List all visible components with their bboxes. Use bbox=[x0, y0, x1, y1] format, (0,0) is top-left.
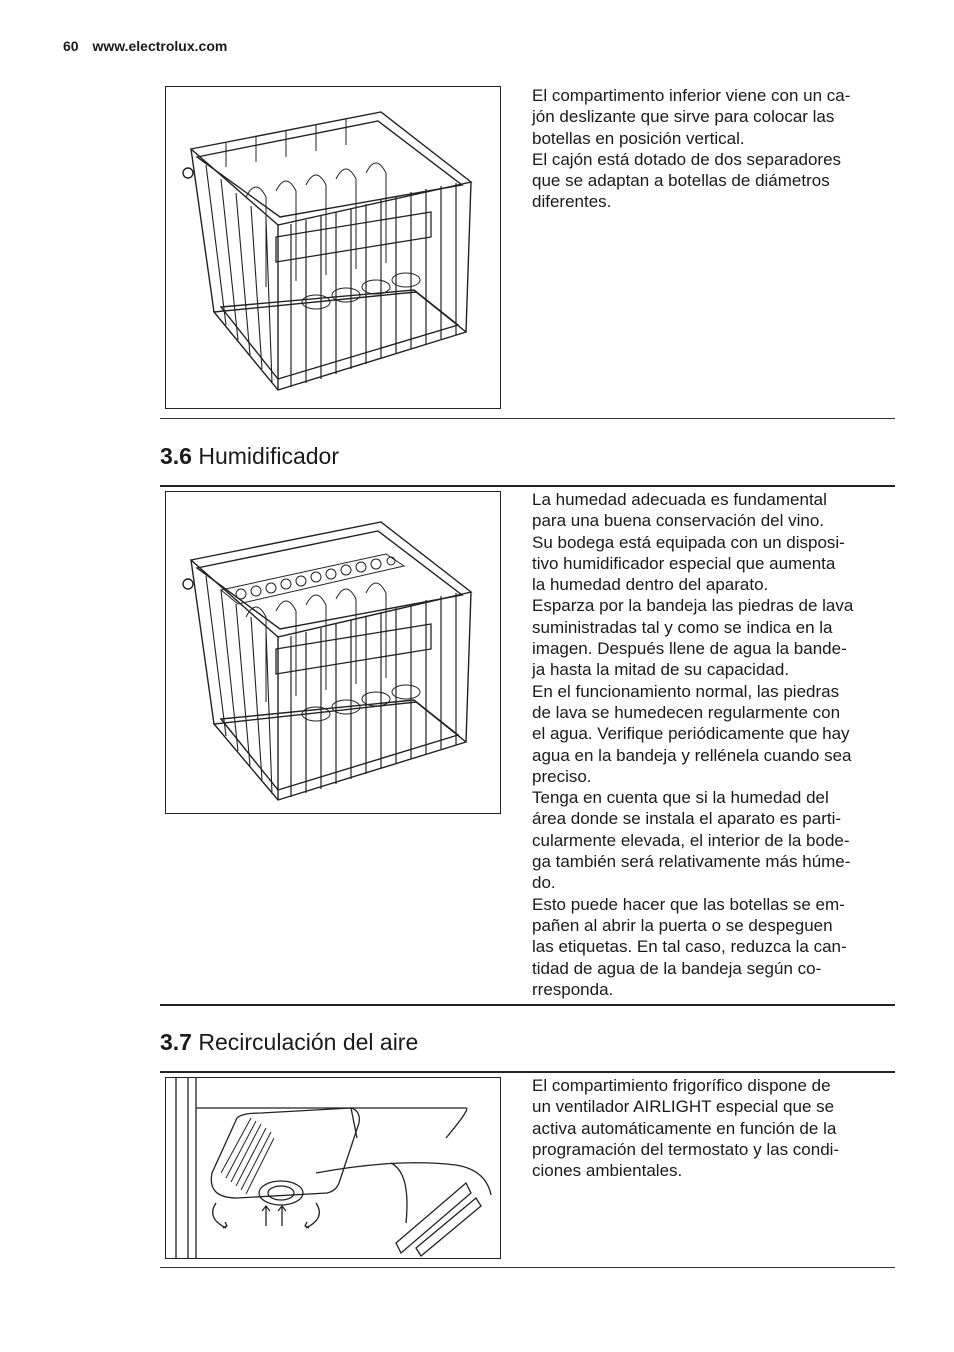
text-line: preciso. bbox=[532, 766, 592, 786]
text-line: cularmente elevada, el interior de la bode- bbox=[532, 830, 850, 850]
basket-figure bbox=[165, 86, 501, 409]
page-number: 60 bbox=[63, 38, 79, 54]
section-heading-humidifier bbox=[160, 443, 339, 470]
text-line: el agua. Verifique periódicamente que hay bbox=[532, 724, 850, 744]
section-number: 3.6 bbox=[160, 443, 192, 469]
text-line: botellas en posición vertical. bbox=[532, 128, 745, 148]
text-line: Su bodega está equipada con un disposi- bbox=[532, 532, 845, 552]
section-number: 3.7 bbox=[160, 1029, 192, 1055]
air-recirculation-description bbox=[532, 1075, 892, 1181]
humidifier-description bbox=[532, 489, 892, 1000]
divider-rule bbox=[160, 1267, 895, 1268]
text-line: ga también será relativamente más húme- bbox=[532, 852, 851, 872]
wire-basket-illustration bbox=[166, 87, 500, 408]
text-line: rresponda. bbox=[532, 979, 614, 999]
text-line: las etiquetas. En tal caso, reduzca la can- bbox=[532, 937, 847, 957]
text-line: ja hasta la mitad de su capacidad. bbox=[532, 660, 790, 680]
humidifier-figure bbox=[165, 491, 501, 814]
text-line: diferentes. bbox=[532, 192, 612, 212]
drawer-description bbox=[532, 85, 892, 213]
page-header bbox=[63, 38, 227, 54]
fan-unit-illustration bbox=[166, 1078, 500, 1258]
text-line: de lava se humedecen regularmente con bbox=[532, 702, 841, 722]
fan-figure bbox=[165, 1077, 501, 1259]
divider-rule bbox=[160, 485, 895, 487]
text-line: programación del termostato y las condi- bbox=[532, 1139, 840, 1159]
text-line: El cajón está dotado de dos separadores bbox=[532, 149, 842, 169]
text-line: imagen. Después llene de agua la bande- bbox=[532, 639, 847, 659]
site-url: www.electrolux.com bbox=[92, 38, 228, 54]
text-line: do. bbox=[532, 873, 556, 893]
text-line: tidad de agua de la bandeja según co- bbox=[532, 958, 822, 978]
text-line: tivo humidificador especial que aumenta bbox=[532, 553, 836, 573]
text-line: El compartimento inferior viene con un ca- bbox=[532, 86, 851, 105]
text-line: activa automáticamente en función de la bbox=[532, 1118, 837, 1138]
text-line: El compartimiento frigorífico dispone de bbox=[532, 1076, 831, 1095]
section-title: Recirculación del aire bbox=[198, 1029, 419, 1055]
text-line: agua en la bandeja y rellénela cuando sea bbox=[532, 745, 852, 765]
text-line: ciones ambientales. bbox=[532, 1161, 683, 1181]
text-line: que se adaptan a botellas de diámetros bbox=[532, 171, 830, 191]
divider-rule bbox=[160, 1004, 895, 1006]
text-line: área donde se instala el aparato es parti- bbox=[532, 809, 842, 829]
text-line: jón deslizante que sirve para colocar las bbox=[532, 107, 835, 127]
text-line: En el funcionamiento normal, las piedras bbox=[532, 681, 840, 701]
text-line: La humedad adecuada es fundamental bbox=[532, 490, 827, 509]
text-line: la humedad dentro del aparato. bbox=[532, 575, 769, 595]
section-heading-air-recirculation bbox=[160, 1029, 418, 1056]
text-line: pañen al abrir la puerta o se despeguen bbox=[532, 915, 833, 935]
text-line: un ventilador AIRLIGHT especial que se bbox=[532, 1097, 835, 1117]
text-line: Esto puede hacer que las botellas se em- bbox=[532, 894, 845, 914]
text-line: para una buena conservación del vino. bbox=[532, 511, 825, 531]
text-line: suministradas tal y como se indica en la bbox=[532, 617, 833, 637]
text-line: Tenga en cuenta que si la humedad del bbox=[532, 788, 829, 808]
divider-rule bbox=[160, 1071, 895, 1073]
text-line: Esparza por la bandeja las piedras de lava bbox=[532, 596, 854, 616]
divider-rule bbox=[160, 418, 895, 419]
section-title: Humidificador bbox=[198, 443, 339, 469]
humidifier-basket-illustration bbox=[166, 492, 500, 813]
